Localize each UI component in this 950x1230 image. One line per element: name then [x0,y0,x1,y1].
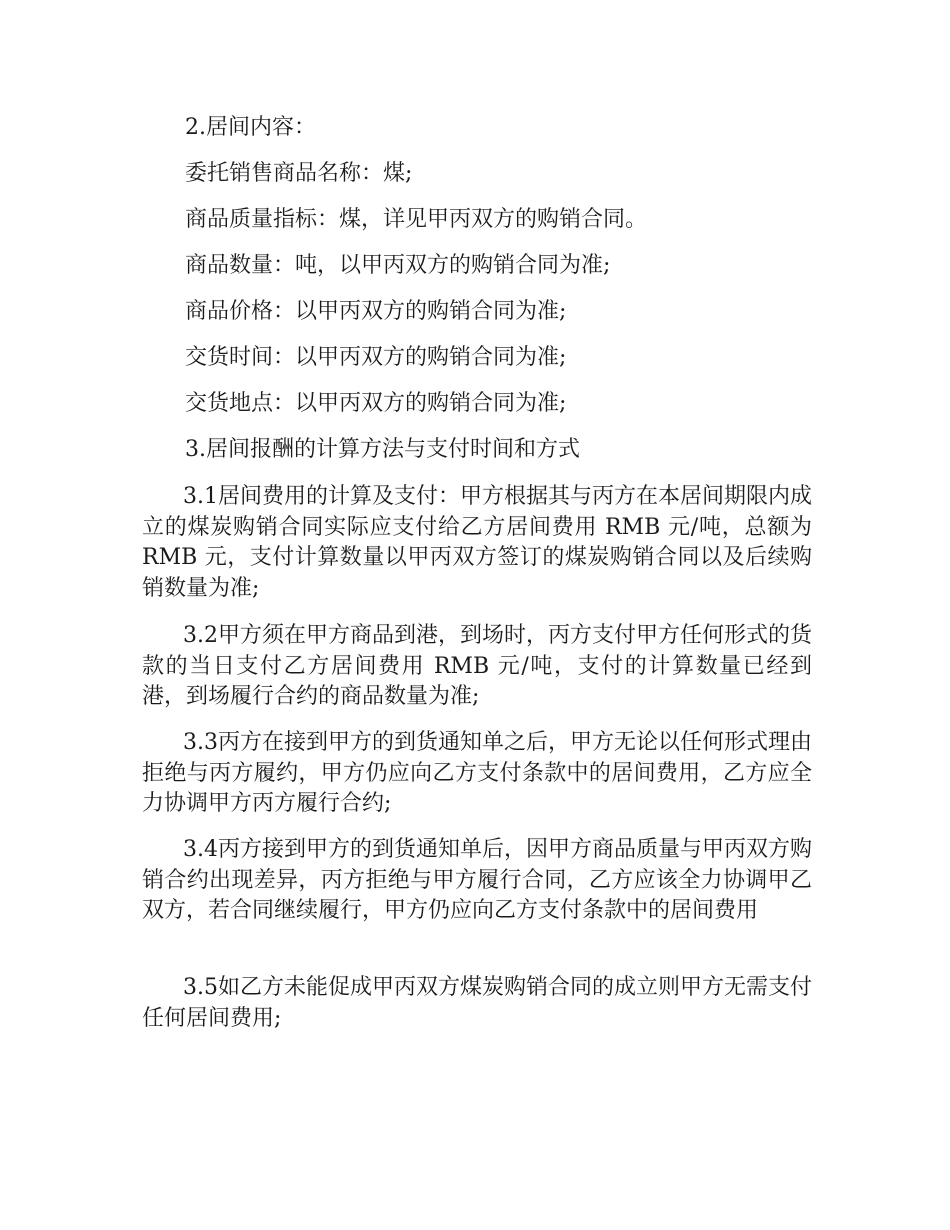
clause-3-1: 3.1居间费用的计算及支付：甲方根据其与丙方在本居间期限内成立的煤炭购销合同实际应支付给乙方居间费用 RMB 元/吨，总额为 RMB 元，支付计算数量以甲丙双方签订的煤炭购销合同以及后续购销数量为准; [142,484,812,601]
section-heading-2: 2.居间内容： [185,115,316,140]
clause-3-5: 3.5如乙方未能促成甲丙双方煤炭购销合同的成立则甲方无需支付任何居间费用; [142,975,812,1031]
clause-3-2: 3.2甲方须在甲方商品到港，到场时，丙方支付甲方任何形式的货款的当日支付乙方居间费用 RMB 元/吨，支付的计算数量已经到港，到场履行合约的商品数量为准; [142,623,812,709]
item-delivery-place: 交货地点：以甲丙双方的购销合同为准; [185,391,567,416]
item-quality-index: 商品质量指标：煤，详见甲丙双方的购销合同。 [185,207,648,232]
clause-3-3: 3.3丙方在接到甲方的到货通知单之后，甲方无论以任何形式理由拒绝与丙方履约，甲方仍应向乙方支付条款中的居间费用，乙方应全力协调甲方丙方履行合约; [142,730,812,816]
item-quantity: 商品数量：吨，以甲丙双方的购销合同为准; [185,253,611,278]
item-commodity-name: 委托销售商品名称：煤; [185,161,413,186]
section-heading-3: 3.居间报酬的计算方法与支付时间和方式 [185,437,580,462]
item-price: 商品价格：以甲丙双方的购销合同为准; [185,299,567,324]
clause-3-4: 3.4丙方接到甲方的到货通知单后，因甲方商品质量与甲丙双方购销合约出现差异，丙方拒绝与甲方履行合同，乙方应该全力协调甲乙双方，若合同继续履行，甲方仍应向乙方支付条款中的居间费用 [142,837,812,923]
item-delivery-time: 交货时间：以甲丙双方的购销合同为准; [185,345,567,370]
